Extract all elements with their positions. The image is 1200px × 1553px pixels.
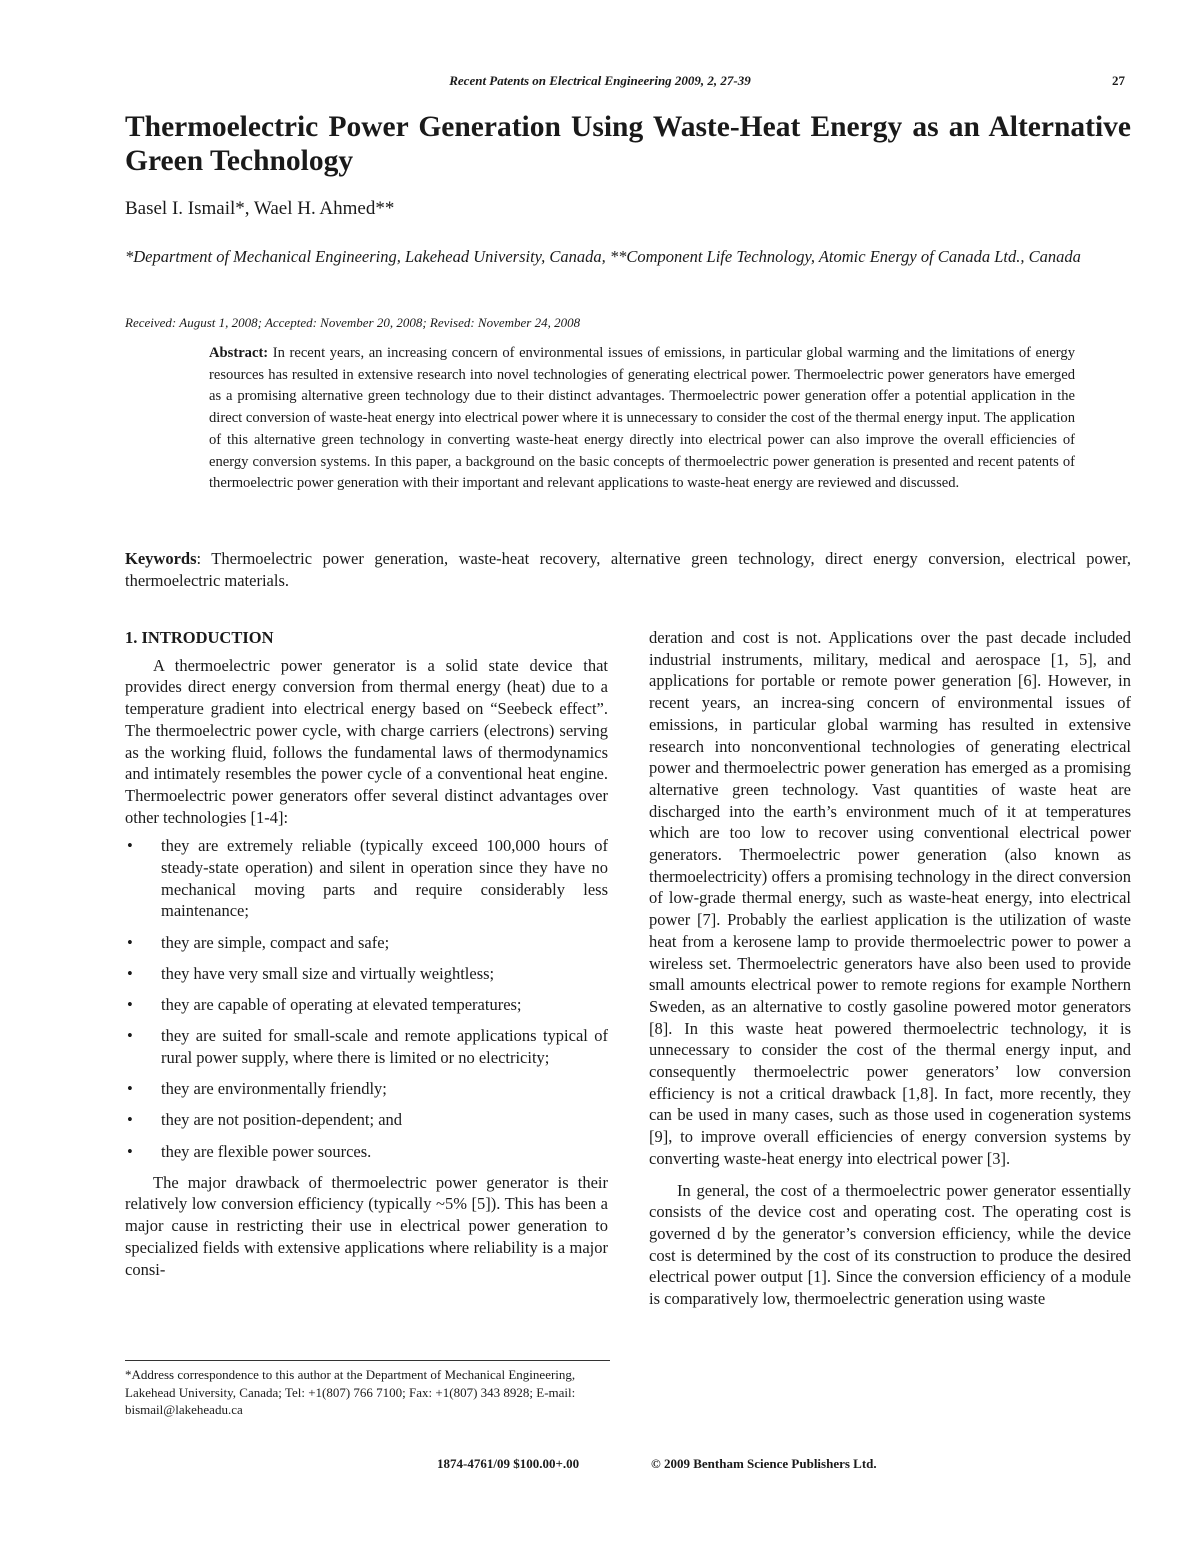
list-item xyxy=(125,1141,608,1163)
list-item-text: they are simple, compact and safe; xyxy=(161,932,390,952)
footnote-divider xyxy=(125,1360,610,1361)
bullet-icon: • xyxy=(127,932,133,952)
list-item-text: they are environmentally friendly; xyxy=(161,1079,387,1099)
list-item xyxy=(125,1025,608,1068)
copyright: © 2009 Bentham Science Publishers Ltd. xyxy=(651,1456,877,1471)
list-item-text: they have very small size and virtually weightless; xyxy=(161,963,495,983)
list-item-text: they are not position-dependent; and xyxy=(161,1110,403,1130)
author-list: Basel I. Ismail*, Wael H. Ahmed** xyxy=(125,198,395,219)
left-column xyxy=(125,627,608,1280)
affiliations: *Department of Mechanical Engineering, Lakehead University, Canada, **Component Life Technology, Atomic Energy of Canada Ltd., Canada xyxy=(125,247,1081,266)
bullet-icon: • xyxy=(127,1141,133,1161)
abstract-label: Abstract: xyxy=(209,345,269,361)
right-column xyxy=(649,627,1131,1310)
advantages-list xyxy=(125,835,608,1162)
list-item xyxy=(125,963,608,985)
keywords xyxy=(125,548,1131,591)
list-item xyxy=(125,932,608,954)
issn-price: 1874-4761/09 $100.00+.00 xyxy=(437,1456,580,1471)
keywords-text: : Thermoelectric power generation, waste-heat recovery, alternative green technology, direct energy conversion, electrical power, thermoelectric materials. xyxy=(125,549,1131,590)
bullet-icon: • xyxy=(127,1079,133,1099)
intro-paragraph-1: A thermoelectric power generator is a solid state device that provides direct energy conversion from thermal energy (heat) due to a temperature gradient into electrical energy based on “Seebeck effect”. The thermoelectric power cycle, with charge carriers (electrons) serving as the working fluid, follows the fundamental laws of thermodynamics and intimately resembles the power cycle of a conventional heat engine. Thermoelectric power generators offer several distinct advantages over other technologies [1-4]: xyxy=(125,655,608,827)
page-number: 27 xyxy=(1112,73,1125,88)
intro-paragraph-3: deration and cost is not. Applications over the past decade included industrial instruments, military, medical and aerospace [1, 5], and applications for portable or remote power generation [6]. However, in recent years, an increa-sing concern of environmental issues of emissions, in particular global warming has resulted in extensive research into nonconventional technologies of generating electrical power and thermoelectric power generation has emerged as a promising alternative green technology. Vast quantities of waste heat are discharged into the earth’s environment much of it at temperatures which are too low to recover using conventional electrical power generators. Thermoelectric power generation (also known as thermoelectricity) offers a promising technology in the direct conversion of low-grade thermal energy, such as waste-heat energy, into electrical power [7]. Probably the earliest application is the utilization of waste heat from a kerosene lamp to provide thermoelectric power to power a wireless set. Thermoelectric generators have also been used to provide small amounts electrical power to remote regions for example Northern Sweden, as an alternative to costly gasoline powered motor generators [8]. In this waste heat powered thermoelectric technology, it is unnecessary to consider the cost of the thermal energy input, and consequently thermoelectric power generators’ low conversion efficiency is not a critical drawback [1,8]. In fact, more recently, they can be used in many cases, such as those used in cogeneration systems [9], to improve overall efficiencies of energy conversion systems by converting waste-heat energy into electrical power [3]. xyxy=(649,628,1131,1168)
bullet-icon: • xyxy=(127,836,133,856)
list-item-text: they are capable of operating at elevated temperatures; xyxy=(161,995,522,1015)
abstract xyxy=(209,343,1075,495)
bullet-icon: • xyxy=(127,963,133,983)
intro-paragraph-2: The major drawback of thermoelectric power generator is their relatively low conversion efficiency (typically ~5% [5]). This has been a major cause in restricting their use in electrical power generation to specialized fields with extensive applications where reliability is a major consi- xyxy=(125,1172,608,1279)
intro-paragraph-4: In general, the cost of a thermoelectric power generator essentially consists of the device cost and operating cost. The operating cost is governed d by the generator’s conversion efficiency, while the device cost is determined by the cost of its construction to produce the desired electrical power output [1]. Since the conversion efficiency of a module is comparatively low, thermoelectric generation using waste xyxy=(649,1180,1131,1309)
list-item-text: they are flexible power sources. xyxy=(161,1141,372,1161)
correspondence-footnote: *Address correspondence to this author at the Department of Mechanical Engineering, Lakehead University, Canada; Tel: +1(807) 766 7100; Fax: +1(807) 343 8928; E-mail: bismail@lakeheadu.ca xyxy=(125,1367,576,1417)
list-item-text: they are extremely reliable (typically exceed 100,000 hours of steady-state operation) and silent in operation since they have no mechanical moving parts and require considerably less maintenance; xyxy=(161,836,608,921)
list-item-text: they are suited for small-scale and remote applications typical of rural power supply, where there is limited or no electricity; xyxy=(161,1026,608,1067)
paper-title: Thermoelectric Power Generation Using Waste-Heat Energy as an Alternative Green Technology xyxy=(125,111,1131,177)
bullet-icon: • xyxy=(127,1110,133,1130)
abstract-text: In recent years, an increasing concern of environmental issues of emissions, in particular global warming and the limitations of energy resources has resulted in extensive research into novel technologies of generating electrical power. Thermoelectric power generators have emerged as a promising alternative green technology due to their distinct advantages. Thermoelectric power generation offer a potential application in the direct conversion of waste-heat energy into electrical power where it is unnecessary to consider the cost of the thermal energy input. The application of this alternative green technology in converting waste-heat energy directly into electrical power can also improve the overall efficiencies of energy conversion systems. In this paper, a background on the basic concepts of thermoelectric power generation is presented and recent patents of thermoelectric power generation with their important and relevant applications to waste-heat energy are reviewed and discussed. xyxy=(209,345,1075,492)
bullet-icon: • xyxy=(127,995,133,1015)
section-heading: 1. INTRODUCTION xyxy=(125,628,274,647)
keywords-label: Keywords xyxy=(125,549,197,568)
list-item xyxy=(125,1078,608,1100)
list-item xyxy=(125,1109,608,1131)
journal-header: Recent Patents on Electrical Engineering 2009, 2, 27-39 xyxy=(449,73,751,88)
bullet-icon: • xyxy=(127,1026,133,1046)
list-item xyxy=(125,835,608,922)
received-dates: Received: August 1, 2008; Accepted: November 20, 2008; Revised: November 24, 2008 xyxy=(125,315,581,330)
list-item xyxy=(125,994,608,1016)
